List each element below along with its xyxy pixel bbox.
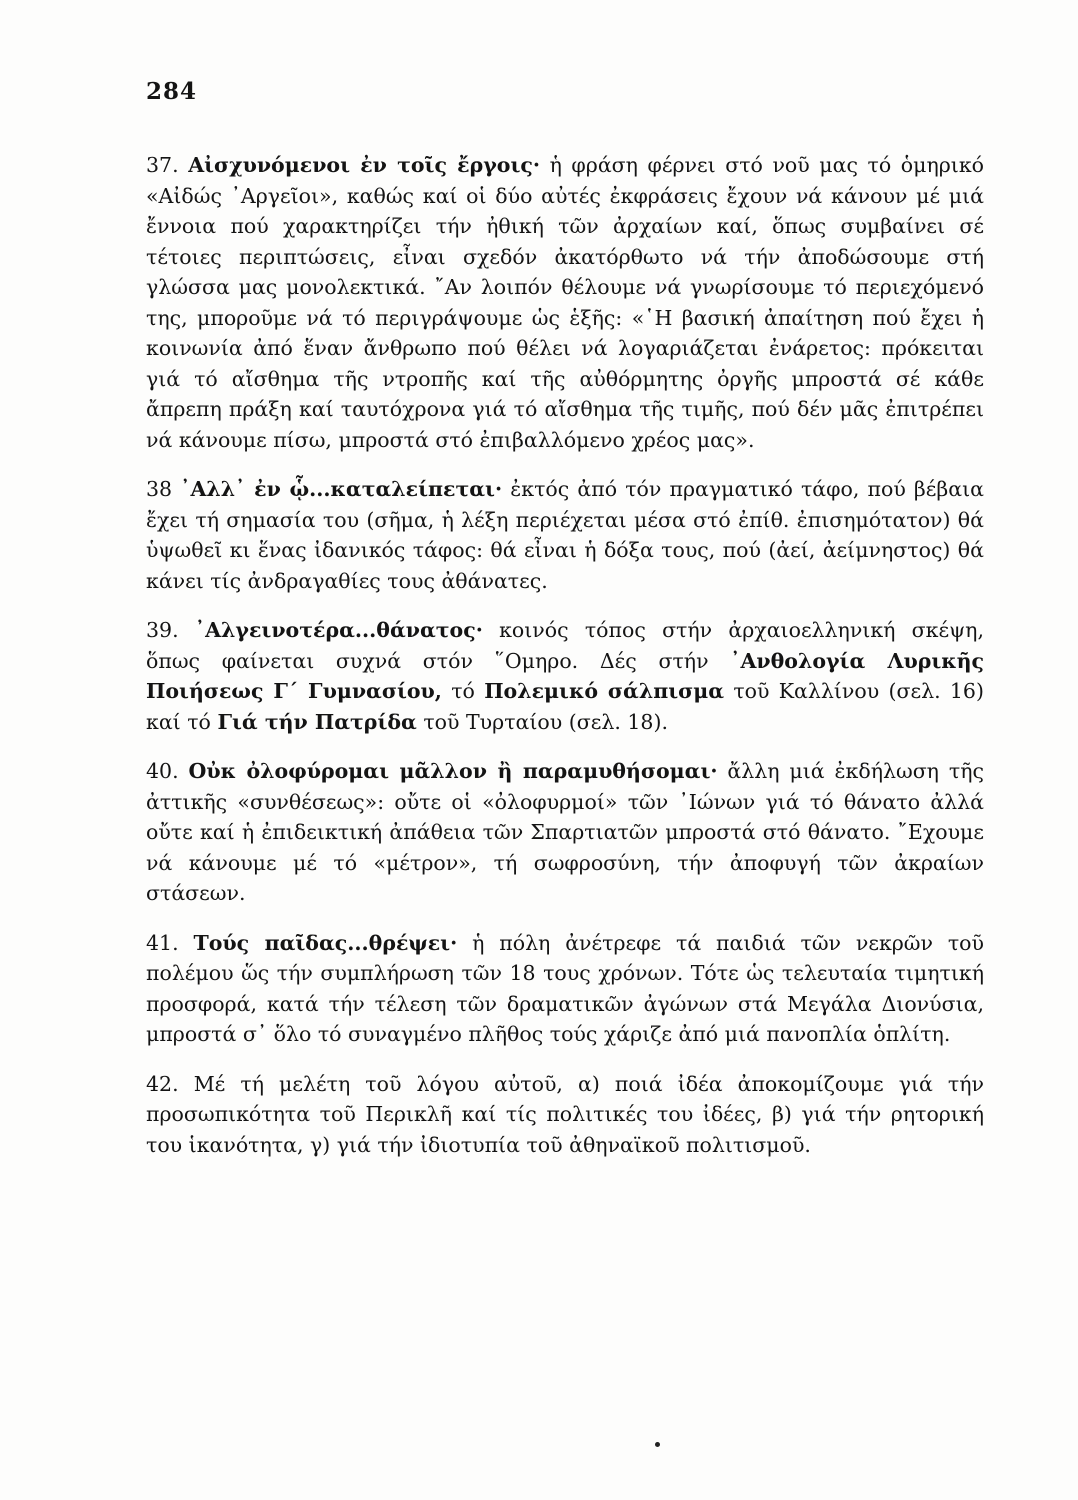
note-number: 38 (146, 477, 173, 501)
page-number: 284 (146, 78, 198, 105)
note-number: 39. (146, 618, 179, 642)
note-text: κοινός τόπος στήν ἀρχαιοελληνική σκέψη, ὅπως φαίνεται συχνά στόν ῞Ομηρο. Δές στήν (146, 618, 984, 673)
note-number: 40. (146, 759, 179, 783)
poem-reference: Πολεμικό σάλπισμα (484, 679, 725, 703)
note-text: ἄλλη μιά ἐκδήλωση τῆς ἀττικῆς «συνθέσεως»: οὔτε οἱ «ὀλοφυρμοί» τῶν ᾿Ιώνων γιά τό θάνατο ἀλλά οὔτε καί ἡ ἐπιδεικτική ἀπάθεια τῶν Σπαρτιατῶν μπροστά στό θάνατο. ῎Εχουμε νά κάνουμε μέ τό «μέτρον», τή σωφροσύνη, τήν ἀποφυγή τῶν ἀκραίων στάσεων. (146, 759, 984, 905)
note-41 (146, 928, 984, 1050)
note-42 (146, 1069, 984, 1161)
note-text: Μέ τή μελέτη τοῦ λόγου αὐτοῦ, α) ποιά ἰδέα ἀποκομίζουμε γιά τήν προσωπικότητα τοῦ Περικλῆ καί τίς πολιτικές του ἰδέες, β) γιά τήν ρητορική του ἱκανότητα, γ) γιά τήν ἰδιοτυπία τοῦ ἀθηναϊκοῦ πολιτισμοῦ. (146, 1071, 984, 1157)
note-text: τοῦ Τυρταίου (σελ. 18). (423, 709, 668, 734)
note-39 (146, 615, 984, 737)
note-text: ἐκτός ἀπό τόν πραγματικό τάφο, πού βέβαια ἔχει τή σημασία του (σῆμα, ἡ λέξη περιέχεται μέσα στό ἐπίθ. ἐπισημότατον) θά ὑψωθεῖ κι ἕνας ἰδανικός τάφος: θά εἶναι ἡ δόξα τους, πού (ἀεί, ἀείμνηστος) θά κάνει τίς ἀνδραγαθίες τους ἀθάνατες. (146, 477, 984, 593)
book-reference: ᾿Ανθολογία Λυρικῆς Ποιήσεως Γ´ Γυμνασίου, (146, 648, 984, 703)
note-40 (146, 756, 984, 909)
note-lemma: ᾿Αλγεινοτέρα...θάνατος· (194, 618, 483, 642)
note-text: τοῦ Καλλίνου (σελ. 16) καί τό (146, 679, 984, 734)
note-text: ἡ φράση φέρνει στό νοῦ μας τό ὁμηρικό «Αἰδώς ᾿Αργεῖοι», καθώς καί οἱ δύο αὐτές ἐκφράσεις ἔχουν νά κάνουν μέ μιά ἔννοια πού χαρακτηρίζει τήν ἠθική τῶν ἀρχαίων καί, ὅπως συμβαίνει σέ τέτοιες περιπτώσεις, εἶναι σχεδόν ἀκατόρθωτο νά τήν ἀποδώσουμε στή γλώσσα μας μονολεκτικά. ῎Αν λοιπόν θέλουμε νά γνωρίσουμε τό περιεχόμενό της, μποροῦμε νά τό περιγράψουμε ὡς ἑξῆς: «῾Η βασική ἀπαίτηση πού ἔχει ἡ κοινωνία ἀπό ἕναν ἄνθρωπο πού θέλει νά λογαριάζεται ἐνάρετος: πρόκειται γιά τό αἴσθημα τῆς ντροπῆς καί τῆς αὐθόρμητης ὀργῆς μπροστά σέ κάθε ἄπρεπη πράξη καί ταυτόχρονα γιά τό αἴσθημα τῆς τιμῆς, πού δέν μᾶς ἐπιτρέπει νά κάνουμε πίσω, μπροστά στό ἐπιβαλλόμενο χρέος μας». (146, 153, 984, 452)
note-number: 37. (146, 153, 179, 177)
note-lemma: Αἰσχυνόμενοι ἐν τοῖς ἔργοις· (188, 153, 540, 177)
notes-section (146, 150, 984, 1179)
note-lemma: Οὐκ ὀλοφύρομαι μᾶλλον ἢ παραμυθήσομαι· (188, 759, 718, 783)
note-number: 41. (146, 930, 179, 955)
poem-reference: Γιά τήν Πατρίδα (217, 709, 417, 734)
note-38 (146, 474, 984, 596)
note-37 (146, 150, 984, 455)
note-text: ἡ πόλη ἀνέτρεφε τά παιδιά τῶν νεκρῶν τοῦ πολέμου ὥς τήν συμπλήρωση τῶν 18 τους χρόνων. Τότε ὡς τελευταία τιμητική προσφορά, κατά τήν τέλεση τῶν δραματικῶν ἀγώνων στά Μεγάλα Διονύσια, μπροστά σ᾿ ὅλο τό συναγμένο πλῆθος τούς χάριζε ἀπό μιά πανοπλία ὁπλίτη. (146, 930, 984, 1046)
note-lemma: Τούς παῖδας...θρέψει· (193, 930, 458, 955)
note-text: τό (451, 679, 475, 703)
print-speck (655, 1442, 660, 1447)
note-lemma: ᾿Αλλ᾿ ἐν ᾧ...καταλείπεται· (180, 477, 503, 501)
note-number: 42. (146, 1071, 179, 1096)
